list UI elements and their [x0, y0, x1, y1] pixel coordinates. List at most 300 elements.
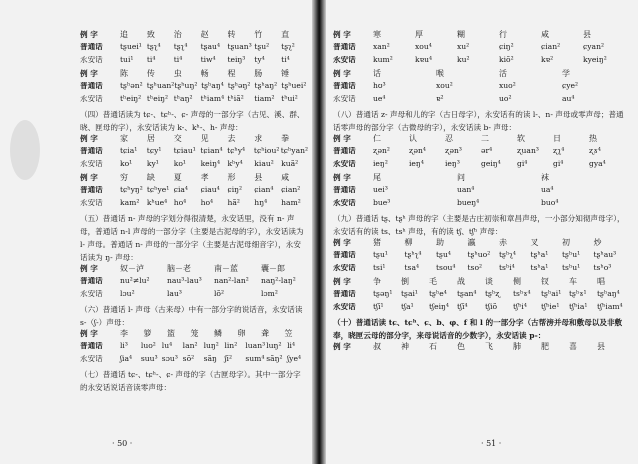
- transcription: lõ²: [214, 290, 225, 298]
- transcription: lin²: [224, 342, 238, 350]
- left-page-content: [80, 30, 308, 394]
- pronunciation-row: [333, 160, 625, 173]
- example-character: 穷: [120, 173, 128, 182]
- example-character: 色: [457, 342, 465, 351]
- pronunciation-row: [333, 251, 625, 264]
- transcription: tʂai¹: [401, 290, 418, 298]
- transcription: tɕian⁴: [200, 147, 223, 155]
- example-character: 缺: [146, 173, 155, 182]
- row-cells: [373, 264, 625, 273]
- example-character: 车: [569, 277, 577, 286]
- example-character: 县: [254, 173, 263, 182]
- example-character: 喜: [569, 342, 577, 351]
- transcription: tʂʰe⁴: [429, 290, 447, 298]
- example-character: 谈: [485, 277, 493, 286]
- row-cells: [373, 160, 625, 169]
- transcription: tʃʰie¹: [541, 303, 560, 311]
- transcription: tɕʰye¹: [146, 186, 170, 194]
- example-character: 形: [227, 173, 236, 182]
- example-characters-row: [333, 342, 625, 355]
- paragraph: （四）普通话读为 tɕ-、tɕʰ-、ɕ- 声母的一部分字（古见、溪、群、晓、匣母的字），永安话读为 k-、kʰ-、h- 声母：: [80, 110, 305, 132]
- pronunciation-row: [333, 56, 625, 69]
- example-character: 软: [517, 134, 525, 143]
- row-cells: [120, 186, 308, 195]
- row-label: 例 字: [333, 238, 351, 247]
- pronunciation-row: [333, 147, 625, 160]
- paragraph: （七）普通话 tɕ-、tɕʰ-、ɕ- 声母的字（古匣母字）。其中一部分字的永安话说话音读零声母：: [80, 370, 301, 392]
- example-character: 战: [457, 277, 465, 286]
- example-character: 见: [200, 134, 209, 143]
- transcription: lɔm²: [261, 290, 278, 298]
- row-cells: [120, 199, 308, 208]
- row-label: 永安话: [333, 160, 356, 168]
- pronunciation-row: [80, 277, 308, 290]
- example-character: 争: [373, 277, 381, 286]
- example-characters-row: [80, 329, 308, 342]
- row-cells: [373, 30, 625, 39]
- row-cells: [120, 264, 308, 273]
- pronunciation-row: [333, 303, 625, 316]
- example-character: 钗: [541, 277, 549, 286]
- row-label: 例 字: [333, 342, 351, 351]
- transcription: xuo²: [499, 82, 516, 90]
- example-character: 囊－郎: [261, 264, 285, 273]
- pronunciation-row: [80, 186, 308, 199]
- transcription: luŋ²: [203, 342, 219, 350]
- transcription: luan³: [245, 342, 266, 350]
- pronunciation-row: [333, 82, 625, 95]
- transcription: gya⁴: [589, 160, 606, 168]
- row-label: 永安话: [333, 303, 356, 311]
- row-label: 例 字: [333, 134, 351, 143]
- transcription: kɐu⁴: [415, 56, 433, 64]
- transcription: ɕian²: [281, 186, 301, 194]
- example-character: 传: [146, 69, 155, 78]
- example-character: 寒: [373, 30, 381, 39]
- row-cells: [373, 69, 625, 78]
- transcription: ky¹: [146, 160, 159, 168]
- paragraph: （五）普通话 n- 声母的字划分得很清楚，永安话里，没有 n- 声母，普通话 n-l 声母的一部分字（主要是古泥母的字），永安话读为 l- 声母。普通话 n- 声母的一部分字（主要是古泥母细音字），永安话读为 ŋ- 声母：: [80, 214, 304, 262]
- example-character: 转: [227, 30, 236, 39]
- row-cells: [373, 43, 625, 52]
- example-character: 篮: [167, 329, 175, 338]
- transcription: ɕyan²: [583, 43, 605, 51]
- row-label: 例 字: [80, 173, 98, 182]
- pronunciation-row: [333, 95, 625, 108]
- example-characters-row: [80, 173, 308, 186]
- transcription: tʰeiŋ²: [146, 95, 169, 103]
- example-character: 孝: [200, 173, 209, 182]
- example-character: 卵: [237, 329, 246, 338]
- row-label: 永安话: [333, 56, 356, 64]
- transcription: ɕiŋ²: [499, 43, 514, 51]
- pronunciation-row: [333, 264, 625, 277]
- transcription: lan²: [182, 342, 198, 350]
- transcription: ɕian²: [541, 43, 561, 51]
- example-character: 炒: [593, 238, 602, 247]
- transcription: bue³: [373, 199, 391, 207]
- example-characters-row: [333, 277, 625, 290]
- transcription: nau³-lau³: [167, 277, 202, 285]
- transcription: ʐɤ⁴: [589, 147, 601, 155]
- transcription: ku²: [457, 56, 470, 64]
- transcription: buo⁴: [541, 199, 559, 207]
- transcription: tʂʅ²: [281, 43, 295, 51]
- example-character: 笠: [284, 329, 293, 338]
- transcription: ʃia⁴: [120, 355, 133, 363]
- example-character: 二: [481, 134, 489, 143]
- transcription: tʂʰʅ⁴: [499, 251, 516, 259]
- example-character: 猪: [373, 238, 381, 247]
- example-character: 唱: [597, 277, 605, 286]
- example-character: 倒: [401, 277, 409, 286]
- transcription: tsa⁴: [404, 264, 420, 272]
- row-label: 永安话: [80, 95, 103, 103]
- transcription: ti⁴: [146, 56, 156, 64]
- transcription: tʂʰʐ: [485, 290, 500, 298]
- example-character: 求: [254, 134, 263, 143]
- example-character: 叔: [373, 342, 381, 351]
- example-character: 毛: [429, 277, 437, 286]
- transcription: tsʰo³: [593, 264, 612, 272]
- transcription: gi⁴: [517, 160, 528, 168]
- transcription: tʂʰau³: [593, 251, 617, 259]
- transcription: tʂu²: [254, 43, 270, 51]
- transcription: hŋ⁴: [254, 199, 268, 207]
- example-character: 学: [562, 69, 570, 78]
- transcription: ko¹: [173, 160, 186, 168]
- row-label: 例 字: [333, 30, 351, 39]
- row-cells: [120, 160, 308, 169]
- example-character: 南－蓝: [214, 264, 238, 273]
- row-cells: [120, 173, 308, 182]
- transcription: kɐ²: [541, 56, 554, 64]
- row-label: 永安话: [80, 56, 103, 64]
- pronunciation-row: [333, 290, 625, 303]
- transcription: tʂu¹: [373, 251, 388, 259]
- transcription: ua⁴: [541, 186, 554, 194]
- row-label: 普通话: [80, 342, 103, 350]
- pronunciation-row: [80, 56, 308, 69]
- pronunciation-row: [80, 199, 308, 212]
- book-gutter: [312, 0, 326, 464]
- transcription: tʂʰuŋ²: [174, 82, 198, 90]
- transcription: kiõ²: [499, 56, 514, 64]
- example-character: 初: [562, 238, 570, 247]
- example-character: 锤: [281, 69, 290, 78]
- right-page: [319, 0, 638, 464]
- row-label: 永安话: [333, 199, 356, 207]
- right-page-content: [333, 30, 625, 355]
- transcription: kyeiŋ²: [583, 56, 607, 64]
- paragraph: （十）普通话读 tɕ、tɕʰ、ɕ、b、φ、f 和 l 的一部分字（古帮滂并母和敷母以及非敷奉，晓匣云母的部分字，来母说话音的少数字），永安话读 p-：: [333, 318, 623, 340]
- row-label: 例 字: [80, 329, 98, 338]
- example-character: 竹: [254, 30, 263, 39]
- row-cells: [120, 290, 308, 299]
- transcription: ho⁴: [200, 199, 214, 207]
- transcription: naŋ²-laŋ²: [261, 277, 296, 285]
- example-character: 袜: [541, 173, 549, 182]
- pronunciation-row: [80, 82, 308, 95]
- example-character: 话: [373, 69, 381, 78]
- example-character: 咸: [281, 173, 290, 182]
- row-label: 永安话: [80, 290, 103, 298]
- transcription: tʃa¹: [401, 303, 414, 311]
- transcription: tʂan⁴: [457, 290, 477, 298]
- example-character: 聋: [261, 329, 269, 338]
- row-label: 普通话: [80, 186, 103, 194]
- example-character: 肺: [513, 342, 521, 351]
- transcription: tʂʰu¹: [562, 251, 581, 259]
- example-character: 去: [227, 134, 236, 143]
- transcription: tɕiau¹: [173, 147, 196, 155]
- transcription: nu²≠lu²: [120, 277, 150, 285]
- example-character: 助: [436, 238, 444, 247]
- transcription: ʐʅ⁴: [553, 147, 565, 155]
- transcription: kʰy⁴: [227, 160, 243, 168]
- transcription: ieŋ²: [373, 160, 388, 168]
- transcription: lu⁴: [161, 342, 173, 350]
- pronunciation-row: [333, 199, 625, 212]
- transcription: tʂʅ⁴: [173, 43, 188, 51]
- example-character: 忍: [445, 134, 453, 143]
- example-character: 认: [409, 134, 417, 143]
- transcription: uei³: [373, 186, 388, 194]
- example-character: 肠: [254, 69, 263, 78]
- example-characters-row: [80, 30, 308, 43]
- transcription: tʰiã²: [227, 95, 244, 103]
- transcription: ər⁴: [481, 147, 493, 155]
- transcription: li³: [120, 342, 128, 350]
- example-character: 奴－泸: [120, 264, 144, 273]
- transcription: ty⁴: [254, 56, 265, 64]
- row-cells: [120, 355, 308, 364]
- row-label: 普通话: [80, 147, 103, 155]
- pronunciation-row: [80, 355, 308, 368]
- transcription: ti⁴: [281, 56, 290, 64]
- transcription: keiŋ⁴: [200, 160, 221, 168]
- pronunciation-row: [80, 290, 308, 303]
- transcription: tsi¹: [373, 264, 386, 272]
- example-character: 李: [120, 329, 128, 338]
- example-character: 鳞: [214, 329, 222, 338]
- example-character: 虫: [173, 69, 182, 78]
- transcription: tʂʰəŋ²: [227, 82, 251, 90]
- row-cells: [373, 56, 625, 65]
- scan-smudge: [10, 120, 40, 180]
- transcription: lɔu²: [120, 290, 135, 298]
- row-label: 永安话: [80, 199, 103, 207]
- example-character: 侧: [513, 277, 521, 286]
- row-label: 普通话: [80, 277, 103, 285]
- transcription: tʂʰɤ¹: [569, 290, 587, 298]
- example-character: 日: [553, 134, 561, 143]
- transcription: tso²: [467, 264, 483, 272]
- example-character: 飞: [485, 342, 493, 351]
- example-character: 笼: [190, 329, 199, 338]
- row-label: 普通话: [333, 251, 356, 259]
- transcription: tʃʰia¹: [569, 303, 588, 311]
- transcription: tɕʰy⁴: [227, 147, 246, 155]
- transcription: xan²: [373, 43, 390, 51]
- transcription: ɕiŋ²: [227, 186, 243, 194]
- row-label: 普通话: [333, 147, 356, 155]
- example-character: 治: [173, 30, 182, 39]
- transcription: luŋ²: [266, 342, 282, 350]
- row-cells: [120, 329, 308, 338]
- transcription: tɕʰiou²: [253, 147, 280, 155]
- transcription: ɕye²: [562, 82, 579, 90]
- row-label: 例 字: [80, 69, 98, 78]
- transcription: hã²: [227, 199, 240, 207]
- example-character: 仁: [373, 134, 381, 143]
- transcription: tʂʰai¹: [541, 290, 562, 298]
- transcription: tʂʰaŋ⁴: [201, 82, 224, 90]
- transcription: ʐən²: [373, 147, 390, 155]
- transcription: tʂʰuo²: [467, 251, 491, 259]
- row-cells: [120, 277, 308, 286]
- transcription: nan²-lan²: [214, 277, 249, 285]
- transcription: ʃye⁴: [287, 355, 302, 363]
- example-character: 叉: [530, 238, 539, 247]
- transcription: ʐən³: [445, 147, 462, 155]
- row-cells: [120, 82, 308, 91]
- transcription: tʂʰən²: [120, 82, 143, 90]
- transcription: tʂʰuei²: [281, 82, 307, 90]
- row-cells: [373, 251, 625, 260]
- example-character: 程: [227, 69, 236, 78]
- paragraph: （六）普通话 l- 声母（古来母）中有一部分字的说话音，永安话读 s-（ʃ-）声母：: [80, 305, 303, 327]
- pronunciation-row: [80, 95, 308, 108]
- transcription: tʰaŋ²: [173, 95, 193, 103]
- example-character: 夏: [173, 173, 182, 182]
- transcription: kam²: [120, 199, 140, 207]
- pronunciation-row: [80, 342, 308, 355]
- example-character: 柳: [404, 238, 413, 247]
- row-cells: [120, 95, 308, 104]
- row-cells: [120, 147, 308, 156]
- transcription: tʂʰuan²: [146, 82, 175, 90]
- example-character: 直: [281, 30, 290, 39]
- example-character: 脑－老: [167, 264, 191, 273]
- pronunciation-row: [333, 43, 625, 56]
- row-label: 例 字: [80, 264, 98, 273]
- transcription: luo²: [140, 342, 156, 350]
- transcription: ieŋ³: [445, 160, 460, 168]
- transcription: uo²: [499, 95, 512, 103]
- transcription: tʂu⁴: [436, 251, 451, 259]
- transcription: ham²: [281, 199, 301, 207]
- transcription: tʰiam⁴: [200, 95, 225, 103]
- transcription: ʐuan³: [517, 147, 539, 155]
- transcription: uan⁴: [457, 186, 475, 194]
- transcription: tsʰi⁴: [499, 264, 515, 272]
- row-label: 例 字: [333, 69, 351, 78]
- example-character: 石: [429, 342, 437, 351]
- transcription: ʐən⁴: [409, 147, 426, 155]
- pronunciation-row: [80, 160, 308, 173]
- example-character: 糊: [457, 30, 465, 39]
- paragraph: （九）普通话 tʂ、tʂʰ 声母的字（主要是古庄初崇和章昌声母，一小部分知彻声母字），永安话有的读 ts、tsʰ 声母，有的读 tʃ、tʃʰ 声母：: [333, 214, 625, 236]
- pronunciation-row: [333, 186, 625, 199]
- transcription: tʃʰi⁴: [513, 303, 527, 311]
- example-character: 畅: [200, 69, 209, 78]
- transcription: sãŋ²: [266, 355, 283, 363]
- transcription: geiŋ⁴: [481, 160, 501, 168]
- transcription: sɔu³: [161, 355, 178, 363]
- example-character: 行: [499, 30, 507, 39]
- transcription: tʂuan³: [227, 43, 252, 51]
- row-cells: [373, 277, 625, 286]
- example-character: 瀛: [467, 238, 476, 247]
- row-label: 例 字: [80, 134, 98, 143]
- row-label: 普通话: [333, 186, 356, 194]
- example-character: 问: [457, 173, 465, 182]
- transcription: kuã²: [281, 160, 299, 168]
- transcription: tsʰa¹: [530, 264, 549, 272]
- row-label: 永安话: [333, 264, 356, 272]
- transcription: hʊ³: [373, 82, 386, 90]
- example-characters-row: [333, 69, 625, 82]
- row-label: 例 字: [80, 30, 98, 39]
- row-label: 普通话: [333, 43, 356, 51]
- transcription: tʰeiŋ²: [120, 95, 142, 103]
- example-character: 箩: [143, 329, 152, 338]
- example-character: 追: [120, 30, 128, 39]
- example-character: 活: [499, 69, 507, 78]
- example-character: 致: [146, 30, 155, 39]
- transcription: li⁴: [287, 342, 296, 350]
- example-characters-row: [333, 238, 625, 251]
- row-cells: [120, 134, 308, 143]
- transcription: tsʰɤ⁴: [513, 290, 531, 298]
- transcription: sõ²: [182, 355, 195, 363]
- example-character: 县: [597, 342, 605, 351]
- transcription: tiam²: [254, 95, 275, 103]
- transcription: tʂuei¹: [120, 43, 142, 51]
- row-cells: [120, 56, 308, 65]
- transcription: ʃī²: [224, 355, 232, 363]
- transcription: suu³: [140, 355, 158, 363]
- transcription: ieŋ⁴: [409, 160, 424, 168]
- row-cells: [373, 82, 625, 91]
- transcription: ko¹: [120, 160, 133, 168]
- transcription: kum²: [373, 56, 393, 64]
- row-cells: [373, 95, 625, 104]
- row-cells: [120, 69, 308, 78]
- right-page-number: · 51 ·: [481, 439, 502, 448]
- example-character: 家: [120, 134, 128, 143]
- transcription: lau³: [167, 290, 182, 298]
- transcription: ɐ²: [436, 95, 444, 103]
- left-page-number: · 50 ·: [112, 439, 133, 448]
- row-cells: [120, 43, 308, 52]
- example-character: 咸: [541, 30, 549, 39]
- transcription: tʂʰa¹: [530, 251, 549, 259]
- row-cells: [373, 186, 625, 195]
- transcription: tui¹: [120, 56, 134, 64]
- transcription: gi⁴: [553, 160, 564, 168]
- row-label: 普通话: [333, 290, 356, 298]
- example-characters-row: [80, 69, 308, 82]
- transcription: bueŋ⁴: [457, 199, 480, 207]
- pronunciation-row: [80, 147, 308, 160]
- transcription: tɕy¹: [146, 147, 162, 155]
- transcription: ti⁴: [173, 56, 183, 64]
- row-cells: [373, 290, 625, 299]
- row-label: 普通话: [333, 82, 356, 90]
- transcription: xou²: [436, 82, 453, 90]
